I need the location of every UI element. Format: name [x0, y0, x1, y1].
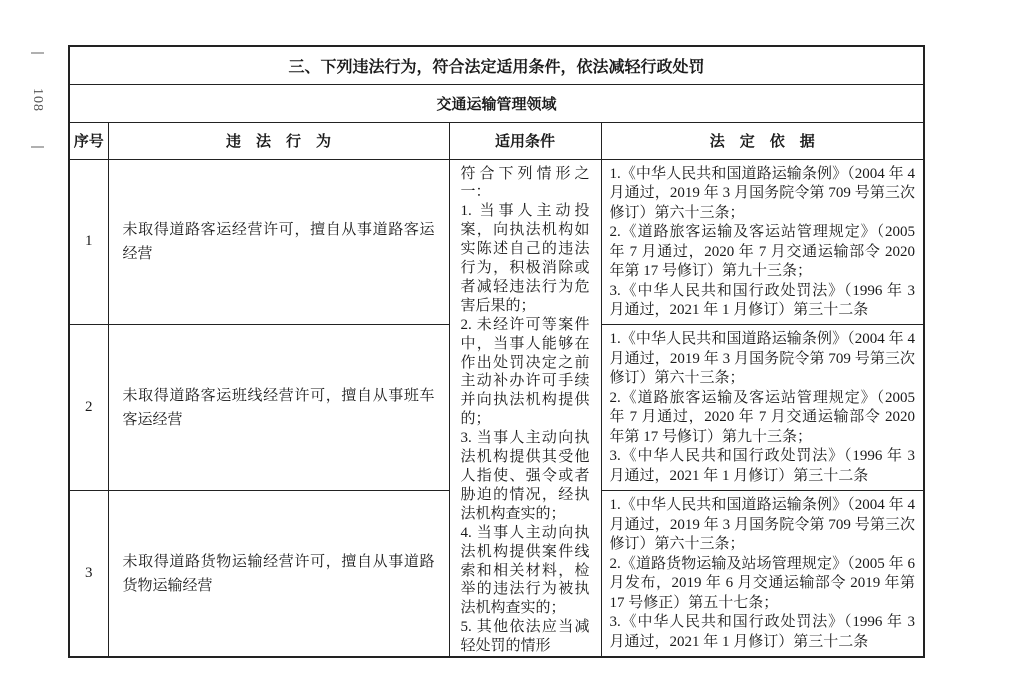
header-condition: 适用条件	[449, 122, 601, 159]
header-violation: 违 法 行 为	[108, 122, 449, 159]
legal-basis-item: 3.《中华人民共和国行政处罚法》（1996 年 3 月通过，2021 年 1 月修订）第三十二条	[609, 448, 916, 484]
legal-basis-item: 1.《中华人民共和国道路运输条例》（2004 年 4 月通过，2019 年 3 月国务院令第 709 号第三次修订）第六十三条；	[609, 331, 916, 387]
legal-basis-item: 2.《道路货物运输及站场管理规定》（2005 年 6 月发布，2019 年 6 月交通运输部令 2019 年第 17 号修正）第五十七条；	[609, 555, 916, 611]
condition-item: 5. 其他依法应当减轻处罚的情形	[460, 619, 590, 655]
row2-index: 2	[69, 325, 108, 491]
page-number: 108	[30, 88, 45, 112]
row1-violation: 未取得道路客运经营许可，擅自从事道路客运经营	[108, 159, 449, 325]
legal-basis-item: 1.《中华人民共和国道路运输条例》（2004 年 4 月通过，2019 年 3 月国务院令第 709 号第三次修订）第六十三条；	[609, 497, 916, 553]
legal-basis-item: 1.《中华人民共和国道路运输条例》（2004 年 4 月通过，2019 年 3 月国务院令第 709 号第三次修订）第六十三条；	[609, 165, 916, 221]
legal-basis-item: 2.《道路旅客运输及客运站管理规定》（2005 年 7 月通过，2020 年 7 月交通运输部令 2020 年第 17 号修订）第九十三条；	[609, 224, 916, 279]
header-index: 序号	[69, 122, 108, 159]
table-title: 三、下列违法行为，符合法定适用条件，依法减轻行政处罚	[69, 46, 924, 84]
row3-index: 3	[69, 491, 108, 657]
row1-legal-basis	[601, 159, 924, 325]
condition-item: 2. 未经许可等案件中，当事人能够在作出处罚决定之前主动补办许可手续并向执法机构提供的；	[460, 316, 590, 428]
table-row	[69, 159, 924, 325]
legal-basis-item: 3.《中华人民共和国行政处罚法》（1996 年 3 月通过，2021 年 1 月修订）第三十二条	[609, 282, 916, 318]
legal-basis-item: 2.《道路旅客运输及客运站管理规定》（2005 年 7 月通过，2020 年 7 月交通运输部令 2020 年第 17 号修订）第九十三条；	[609, 389, 916, 445]
condition-item: 4. 当事人主动向执法机构提供案件线索和相关材料，检举的违法行为被执法机构查实的；	[460, 524, 590, 617]
page-number-dash-top	[31, 52, 44, 54]
condition-lead: 符合下列情形之一：	[460, 165, 590, 201]
row3-violation: 未取得道路货物运输经营许可，擅自从事道路货物运输经营	[108, 491, 449, 657]
row3-legal-basis	[601, 491, 924, 657]
section-title: 交通运输管理领域	[69, 84, 924, 122]
condition-item: 3. 当事人主动向执法机构提供其受他人指使、强令或者胁迫的情况，经执法机构查实的；	[460, 430, 590, 522]
legal-basis-item: 3.《中华人民共和国行政处罚法》（1996 年 3 月通过，2021 年 1 月修订）第三十二条	[609, 614, 916, 650]
row2-violation: 未取得道路客运班线经营许可，擅自从事班车客运经营	[108, 325, 449, 491]
row1-index: 1	[69, 159, 108, 325]
applicable-conditions-cell	[449, 159, 601, 657]
condition-item: 1. 当事人主动投案，向执法机构如实陈述自己的违法行为，积极消除或者减轻违法行为危害后果的；	[460, 203, 590, 314]
page-number-dash-bottom	[31, 146, 44, 148]
row2-legal-basis	[601, 325, 924, 491]
header-basis: 法 定 依 据	[601, 122, 924, 159]
gutter-page-number	[28, 52, 46, 148]
penalty-reduction-table	[68, 45, 925, 658]
